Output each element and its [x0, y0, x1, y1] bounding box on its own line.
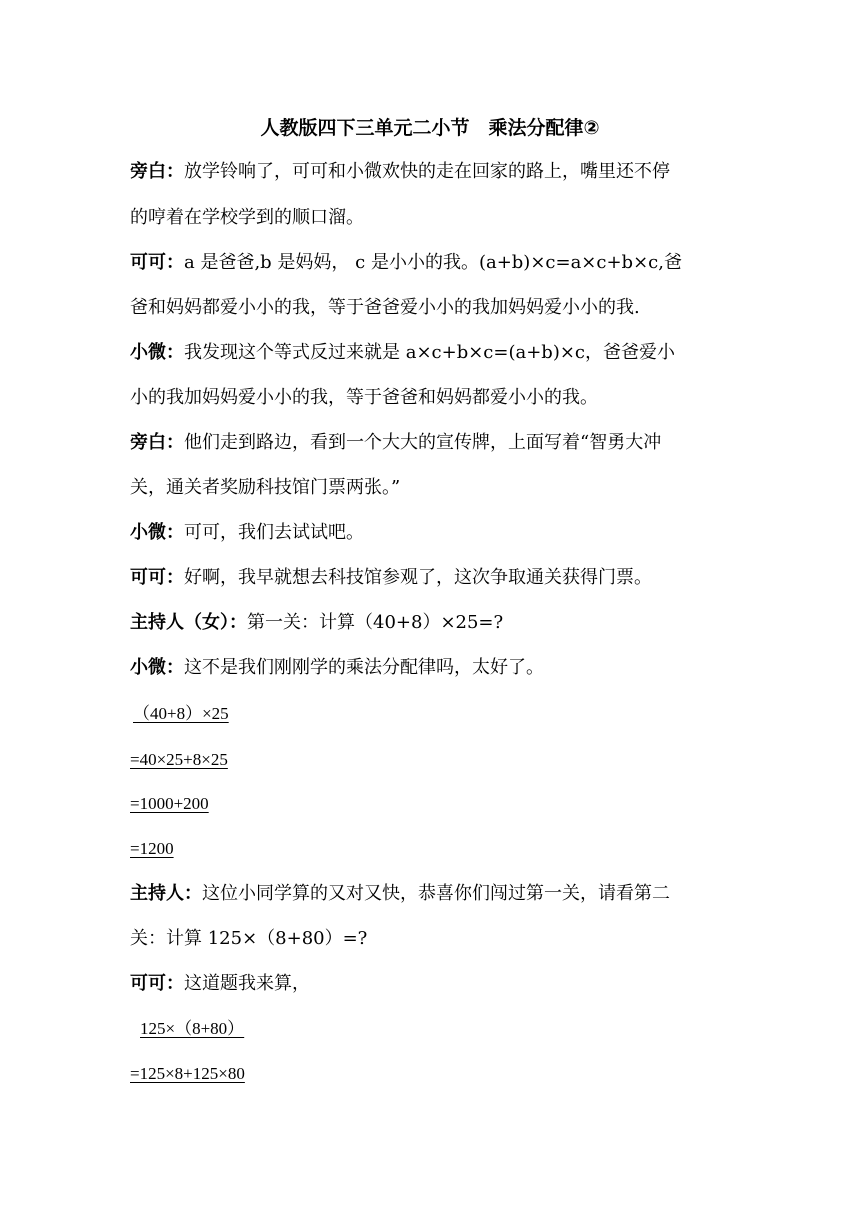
dialogue-line — [130, 206, 364, 230]
dialogue-text: a 是爸爸,b 是妈妈， c 是小小的我。(a+b)×c=a×c+b×c,爸 — [184, 252, 682, 273]
dialogue-text: 这不是我们刚刚学的乘法分配律吗，太好了。 — [184, 657, 544, 678]
dialogue-text: 好啊，我早就想去科技馆参观了，这次争取通关获得门票。 — [184, 567, 652, 588]
calc-step: =1000+200 — [130, 794, 209, 813]
dialogue-line — [130, 972, 310, 996]
calc-step: （40+8）×25 — [133, 704, 229, 723]
dialogue-line — [130, 882, 670, 906]
speaker-label: 可可： — [130, 973, 184, 994]
speaker-label: 可可： — [130, 252, 184, 273]
dialogue-text: 放学铃响了，可可和小微欢快的走在回家的路上，嘴里还不停 — [184, 161, 670, 182]
dialogue-text: 小的我加妈妈爱小小的我，等于爸爸和妈妈都爱小小的我。 — [130, 387, 598, 408]
dialogue-text: 这位小同学算的又对又快，恭喜你们闯过第一关，请看第二 — [202, 883, 670, 904]
dialogue-line — [130, 476, 400, 500]
dialogue-line — [130, 656, 544, 680]
dialogue-line — [130, 431, 661, 455]
speaker-label: 主持人（女）： — [130, 612, 247, 633]
dialogue-line — [130, 296, 640, 320]
calc-step: =125×8+125×80 — [130, 1064, 245, 1083]
dialogue-text: 这道题我来算， — [184, 973, 310, 994]
speaker-label: 可可： — [130, 567, 184, 588]
page-title: 人教版四下三单元二小节 乘法分配律② — [260, 117, 600, 139]
calc-step: =40×25+8×25 — [130, 750, 228, 769]
speaker-label: 小微： — [130, 342, 184, 363]
speaker-label: 小微： — [130, 657, 184, 678]
speaker-label: 小微： — [130, 522, 184, 543]
calc-step: 125×（8+80） — [140, 1019, 245, 1038]
dialogue-line — [130, 386, 598, 410]
dialogue-line — [130, 251, 682, 275]
dialogue-text: 关，通关者奖励科技馆门票两张。” — [130, 477, 401, 498]
speaker-label: 主持人： — [130, 883, 202, 904]
dialogue-text: 关：计算 125×（8+80）=? — [130, 928, 368, 949]
dialogue-text: 第一关：计算（40+8）×25=? — [247, 612, 504, 633]
speaker-label: 旁白： — [130, 432, 184, 453]
dialogue-line — [130, 927, 367, 951]
dialogue-line — [130, 160, 670, 184]
calc-step: =1200 — [130, 839, 174, 858]
dialogue-line — [130, 521, 364, 545]
dialogue-line — [130, 611, 503, 635]
dialogue-text: 可可，我们去试试吧。 — [184, 522, 364, 543]
dialogue-line — [130, 341, 675, 365]
speaker-label: 旁白： — [130, 161, 184, 182]
dialogue-text: 的哼着在学校学到的顺口溜。 — [130, 207, 364, 228]
dialogue-text: 我发现这个等式反过来就是 a×c+b×c=(a+b)×c，爸爸爱小 — [184, 342, 676, 363]
dialogue-text: 爸和妈妈都爱小小的我，等于爸爸爱小小的我加妈妈爱小小的我. — [130, 297, 640, 318]
dialogue-line — [130, 566, 652, 590]
dialogue-text: 他们走到路边，看到一个大大的宣传牌，上面写着“智勇大冲 — [184, 432, 662, 453]
